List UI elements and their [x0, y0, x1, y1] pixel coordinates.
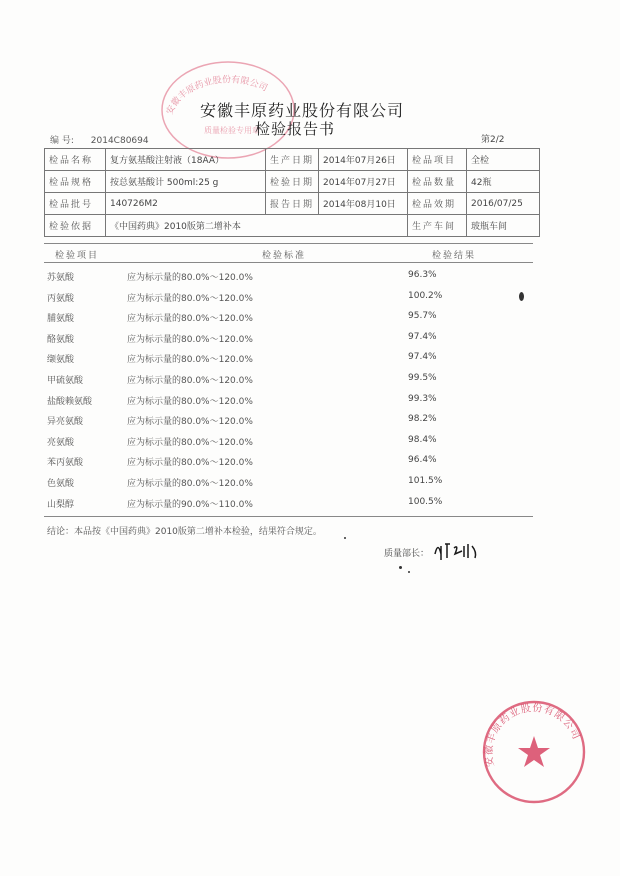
result-item-name: 丙氨酸 [47, 294, 75, 304]
result-standard: 应为标示量的90.0%～110.0% [127, 500, 253, 510]
expiry-value: 2016/07/25 [467, 193, 540, 215]
quality-head-label: 质量部长： [384, 549, 430, 559]
document-number-label: 编 号: [50, 136, 74, 146]
basis-value: 《中国药典》2010版第二增补本 [106, 215, 408, 237]
header-standard: 检验标准 [262, 251, 307, 261]
result-standard: 应为标示量的80.0%～120.0% [127, 397, 253, 407]
result-standard: 应为标示量的80.0%～120.0% [127, 294, 253, 304]
info-row [45, 171, 540, 193]
quantity-label: 检品数量 [408, 171, 467, 193]
result-value: 100.5% [408, 497, 443, 507]
results-bottom-rule [44, 516, 533, 517]
info-row [45, 193, 540, 215]
sample-name-value: 复方氨基酸注射液（18AA） [106, 149, 266, 171]
bottom-stamp-text: 安徽丰原药业股份有限公司 [483, 702, 582, 768]
expiry-label: 检品效期 [408, 193, 467, 215]
speck [519, 292, 524, 301]
report-date-label: 报告日期 [266, 193, 319, 215]
result-item-name: 甲硫氨酸 [47, 376, 84, 386]
speck [344, 537, 346, 539]
speck [408, 571, 410, 573]
result-item-name: 苯丙氨酸 [47, 458, 84, 468]
conclusion: 结论：本品按《中国药典》2010版第二增补本检验，结果符合规定。 [47, 527, 322, 537]
document-number-value: 2014C80694 [90, 136, 149, 146]
result-standard: 应为标示量的80.0%～120.0% [127, 376, 253, 386]
speck [399, 566, 402, 569]
company-name: 安徽丰原药业股份有限公司 [200, 101, 405, 120]
info-table [44, 148, 540, 237]
result-item-name: 亮氨酸 [47, 438, 75, 448]
page-number: 第2/2 [481, 135, 505, 145]
result-value: 98.4% [408, 435, 437, 445]
result-value: 101.5% [408, 476, 443, 486]
result-value: 100.2% [408, 291, 443, 301]
result-value: 97.4% [408, 332, 437, 342]
result-value: 96.3% [408, 270, 437, 280]
result-value: 95.7% [408, 311, 437, 321]
basis-label: 检验依据 [45, 215, 106, 237]
result-value: 97.4% [408, 352, 437, 362]
workshop-value: 玻瓶车间 [467, 215, 540, 237]
report-date-value: 2014年08月10日 [319, 193, 408, 215]
signature [432, 538, 482, 564]
info-row [45, 215, 540, 237]
result-standard: 应为标示量的80.0%～120.0% [127, 273, 253, 283]
spec-label: 检品规格 [45, 171, 106, 193]
result-standard: 应为标示量的80.0%～120.0% [127, 335, 253, 345]
prod-date-value: 2014年07月26日 [319, 149, 408, 171]
result-value: 98.2% [408, 414, 437, 424]
document-number [50, 133, 149, 146]
prod-date-label: 生产日期 [266, 149, 319, 171]
result-standard: 应为标示量的80.0%～120.0% [127, 314, 253, 324]
header-result: 检验结果 [432, 251, 477, 261]
batch-value: 140726M2 [106, 193, 266, 215]
test-item-label: 检品项目 [408, 149, 467, 171]
result-standard: 应为标示量的80.0%～120.0% [127, 479, 253, 489]
result-item-name: 山梨醇 [47, 500, 75, 510]
result-item-name: 脯氨酸 [47, 314, 75, 324]
workshop-label: 生产车间 [408, 215, 467, 237]
top-stamp-text: 安徽丰原药业股份有限公司 [165, 75, 269, 117]
result-item-name: 色氨酸 [47, 479, 75, 489]
result-value: 96.4% [408, 455, 437, 465]
spec-value: 按总氨基酸计 500ml:25 g [106, 171, 266, 193]
header-item: 检验项目 [55, 251, 100, 261]
result-standard: 应为标示量的80.0%～120.0% [127, 458, 253, 468]
top-stamp-subtext: 质量检验专用章 [204, 126, 260, 135]
result-item-name: 缬氨酸 [47, 355, 75, 365]
quantity-value: 42瓶 [467, 171, 540, 193]
test-item-value: 全检 [467, 149, 540, 171]
test-date-value: 2014年07月27日 [319, 171, 408, 193]
header-bottom-rule [44, 262, 533, 263]
result-item-name: 苏氨酸 [47, 273, 75, 283]
info-row [45, 149, 540, 171]
document-title: 检验报告书 [255, 120, 336, 138]
result-item-name: 盐酸赖氨酸 [47, 397, 93, 407]
header-top-rule [44, 243, 533, 244]
result-standard: 应为标示量的80.0%～120.0% [127, 417, 253, 427]
batch-label: 检品批号 [45, 193, 106, 215]
result-value: 99.3% [408, 394, 437, 404]
result-value: 99.5% [408, 373, 437, 383]
result-item-name: 酪氨酸 [47, 335, 75, 345]
result-standard: 应为标示量的80.0%～120.0% [127, 438, 253, 448]
bottom-stamp [478, 696, 590, 808]
result-item-name: 异亮氨酸 [47, 417, 84, 427]
result-standard: 应为标示量的80.0%～120.0% [127, 355, 253, 365]
test-date-label: 检验日期 [266, 171, 319, 193]
sample-name-label: 检品名称 [45, 149, 106, 171]
